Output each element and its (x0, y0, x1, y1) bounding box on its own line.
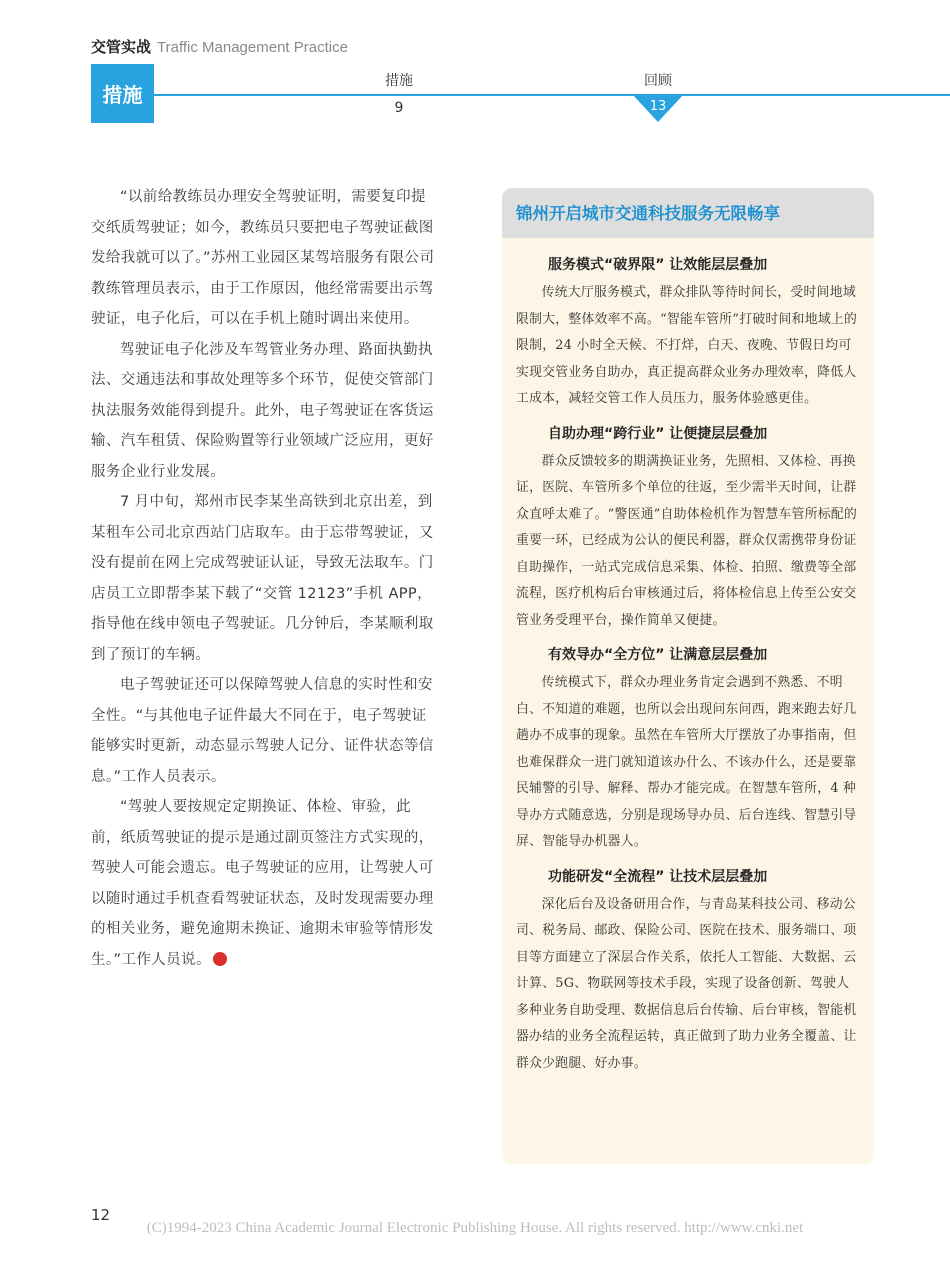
nav-divider (154, 94, 950, 96)
article-paragraph-5-text: “驾驶人要按规定定期换证、体检、审验，此前，纸质驾驶证的提示是通过副页签注方式实现的，驾驶人可能会遗忘。电子驾驶证的应用，让驾驶人可以随时通过手机查看驾驶证状态，及时发现需要办理的相关业务，避免逾期未换证、逾期未审验等情形发生。”工作人员说。 (91, 799, 434, 968)
article-paragraph-4: 电子驾驶证还可以保障驾驶人信息的实时性和安全性。“与其他电子证件最大不同在于，电子驾驶证能够实时更新，动态显示驾驶人记分、证件状态等信息。”工作人员表示。 (91, 677, 434, 785)
section-badge: 措施 (91, 64, 154, 123)
copyright-watermark: (C)1994-2023 China Academic Journal Electronic Publishing House. All rights reserved. http://www.cnki.net (146, 1220, 804, 1236)
article-paragraph-2: 驾驶证电子化涉及车驾管业务办理、路面执勤执法、交通违法和事故处理等多个环节，促使交管部门执法服务效能得到提升。此外，电子驾驶证在客货运输、汽车租赁、保险购置等行业领域广泛应用，更好服务企业行业发展。 (91, 341, 434, 480)
page-number: 12 (91, 1206, 111, 1224)
magazine-header (91, 36, 348, 57)
sidebar-heading-1: 服务模式“破界限” 让效能层层叠加 (548, 257, 768, 273)
sidebar-title: 锦州开启城市交通科技服务无限畅享 (502, 188, 874, 238)
sidebar-heading-2: 自助办理“跨行业” 让便捷层层叠加 (548, 425, 768, 442)
sidebar-text-4: 深化后台及设备研用合作，与青岛某科技公司、移动公司、税务局、邮政、保险公司、医院在技术、服务端口、项目等方面建立了深层合作关系，依托人工智能、大数据、云计算、5G、物联网等技术手段，实现了设备创新、驾驶人多种业务自助受理、数据信息后台传输、后台审核，智能机器办结的业务全流程运转，真正做到了助力业务全覆盖、让群众少跑腿、好办事。 (516, 896, 857, 1071)
column-title-cn: 交管实战 (91, 38, 152, 56)
nav-page-review[interactable]: 13 (649, 99, 667, 114)
sidebar-heading-4: 功能研发“全流程” 让技术层层叠加 (548, 868, 768, 885)
nav-label-review[interactable]: 回顾 (644, 73, 672, 89)
article-paragraph-5 (91, 792, 437, 975)
nav-page-measures[interactable]: 9 (394, 100, 404, 116)
column-title-en: Traffic Management Practice (157, 39, 348, 56)
sidebar-text-3: 传统模式下，群众办理业务肯定会遇到不熟悉、不明白、不知道的难题，也所以会出现问东问西，跑来跑去好几趟办不成事的现象。虽然在车管所大厅摆放了办事指南，但也难保群众一进门就知道该办什么、不该办什么，还是要靠民辅警的引导、解释、帮办才能完成。在智慧车管所，4 种导办方式随意选，分别是现场导办员、后台连线、智慧引导屏、智能导办机器人。 (516, 675, 857, 849)
article-body (91, 182, 437, 975)
sidebar-box (502, 188, 874, 1164)
article-paragraph-3: 7 月中旬，郑州市民李某坐高铁到北京出差，到某租车公司北京西站门店取车。由于忘带驾驶证，又没有提前在网上完成驾驶证认证，导致无法取车。门店员工立即帮李某下载了“交管 12123”手机 APP，指导他在线申领电子驾驶证。几分钟后，李某顺利取到了预订的车辆。 (91, 494, 434, 663)
sidebar-text-1: 传统大厅服务模式，群众排队等待时间长，受时间地域限制大，整体效率不高。“智能车管所”打破时间和地域上的限制，24 小时全天候、不打烊，白天、夜晚、节假日均可实现交管业务自助办，真正提高群众业务办理效率，降低人工成本，减轻交管工作人员压力，服务体验感更佳。 (516, 285, 858, 406)
sidebar-text-2: 群众反馈较多的期满换证业务，先照相、又体检、再换证，医院、车管所多个单位的往返，至少需半天时间，让群众直呼太难了。“警医通”自助体检机作为智慧车管所标配的重要一环，已经成为公认的便民利器，群众仅需携带身份证自助操作，一站式完成信息采集、体检、拍照、缴费等全部流程，医疗机构后台审核通过后，将体检信息上传至公安交管业务受理平台，操作简单又便捷。 (516, 453, 858, 628)
article-end-seal-icon (213, 952, 227, 966)
sidebar-heading-3: 有效导办“全方位” 让满意层层叠加 (548, 647, 768, 663)
article-paragraph-1: “以前给教练员办理安全驾驶证明，需要复印提交纸质驾驶证；如今，教练员只要把电子驾驶证截图发给我就可以了。”苏州工业园区某驾培服务有限公司教练管理员表示，由于工作原因，他经常需要出示驾驶证，电子化后，可以在手机上随时调出来使用。 (91, 189, 435, 327)
nav-label-measures[interactable]: 措施 (385, 73, 413, 89)
